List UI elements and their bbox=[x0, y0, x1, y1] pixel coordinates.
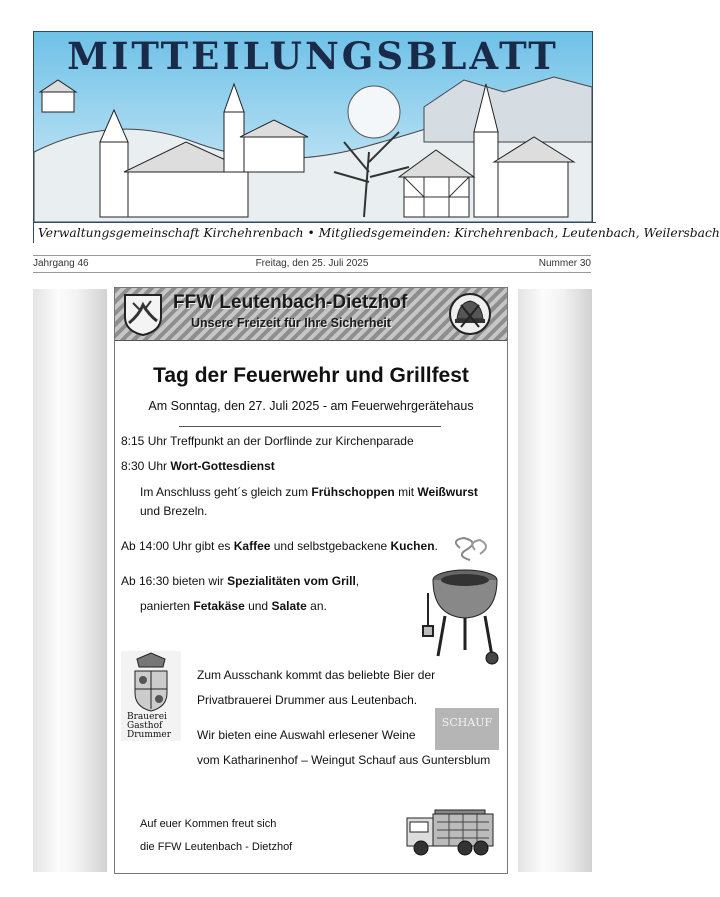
brewery-logo-text: Brauerei Gasthof Drummer bbox=[127, 712, 172, 740]
line5-c: und selbstgebackene bbox=[270, 539, 391, 553]
line5-d: Kuchen bbox=[390, 539, 435, 553]
wine-line-2: vom Katharinenhof – Weingut Schauf aus Guntersblum bbox=[197, 753, 491, 767]
issue-number: Nummer 30 bbox=[538, 258, 591, 269]
line5-a: Ab 14:00 Uhr gibt es bbox=[121, 539, 234, 553]
line7-e: an. bbox=[306, 599, 327, 613]
event-headline: Tag der Feuerwehr und Grillfest bbox=[153, 364, 469, 387]
fire-helmet-emblem-icon bbox=[447, 291, 493, 337]
beer-line-2: Privatbrauerei Drummer aus Leutenbach. bbox=[197, 693, 418, 707]
issue-bar bbox=[33, 255, 591, 273]
beer-line-1: Zum Ausschank kommt das beliebte Bier der bbox=[197, 668, 436, 682]
line6-c: , bbox=[355, 574, 360, 588]
divider bbox=[179, 426, 441, 427]
line6-a: Ab 16:30 bieten wir bbox=[121, 574, 228, 588]
line3-b: Frühschoppen bbox=[311, 485, 395, 499]
line3-d: Weißwurst bbox=[417, 485, 478, 499]
line5-e: . bbox=[434, 539, 438, 553]
banner-title: FFW Leutenbach-Dietzhof bbox=[173, 292, 408, 313]
line5-b: Kaffee bbox=[233, 539, 271, 553]
schedule-line-3 bbox=[140, 485, 478, 499]
schedule-line-5 bbox=[121, 539, 438, 553]
masthead-title: MITTEILUNGSBLATT bbox=[67, 34, 559, 78]
winery-logo: SCHAUF bbox=[435, 708, 499, 750]
line2-prefix: 8:30 Uhr bbox=[121, 459, 171, 473]
issue-date: Freitag, den 25. Juli 2025 bbox=[255, 258, 369, 269]
masthead bbox=[33, 31, 720, 243]
issue-volume: Jahrgang 46 bbox=[33, 258, 89, 269]
fire-truck-icon bbox=[405, 808, 497, 858]
left-side-panel bbox=[33, 289, 107, 872]
schedule-line-1: 8:15 Uhr Treffpunkt an der Dorflinde zur Kirchenparade bbox=[121, 434, 414, 448]
ffw-banner bbox=[115, 288, 507, 341]
schedule-line-6 bbox=[121, 574, 359, 588]
event-subhead: Am Sonntag, den 27. Juli 2025 - am Feuerwehrgerätehaus bbox=[148, 399, 474, 413]
schedule-line-2 bbox=[121, 459, 275, 473]
line7-d: Salate bbox=[271, 599, 307, 613]
masthead-subtitle: Verwaltungsgemeinschaft Kirchehrenbach • Mitgliedsgemeinden: Kirchehrenbach, Leutenbach, Weilersbach bbox=[34, 222, 596, 243]
schedule-line-4: und Brezeln. bbox=[140, 504, 208, 518]
closing-line-2: die FFW Leutenbach - Dietzhof bbox=[140, 841, 293, 853]
line6-b: Spezialitäten vom Grill bbox=[227, 574, 356, 588]
line3-c: mit bbox=[394, 485, 418, 499]
line2-bold: Wort-Gottesdienst bbox=[170, 459, 275, 473]
line7-b: Fetakäse bbox=[193, 599, 245, 613]
banner-slogan: Unsere Freizeit für Ihre Sicherheit bbox=[191, 316, 392, 330]
ffw-crest-icon bbox=[121, 291, 165, 337]
event-flyer bbox=[114, 287, 508, 874]
closing-line-1: Auf euer Kommen freut sich bbox=[140, 818, 277, 830]
line3-a: Im Anschluss geht´s gleich zum bbox=[140, 485, 312, 499]
right-side-panel bbox=[518, 289, 592, 872]
wine-line-1: Wir bieten eine Auswahl erlesener Weine bbox=[197, 728, 416, 742]
line7-a: panierten bbox=[140, 599, 194, 613]
line7-c: und bbox=[244, 599, 272, 613]
grill-icon bbox=[420, 538, 505, 668]
schedule-line-7 bbox=[140, 599, 327, 613]
